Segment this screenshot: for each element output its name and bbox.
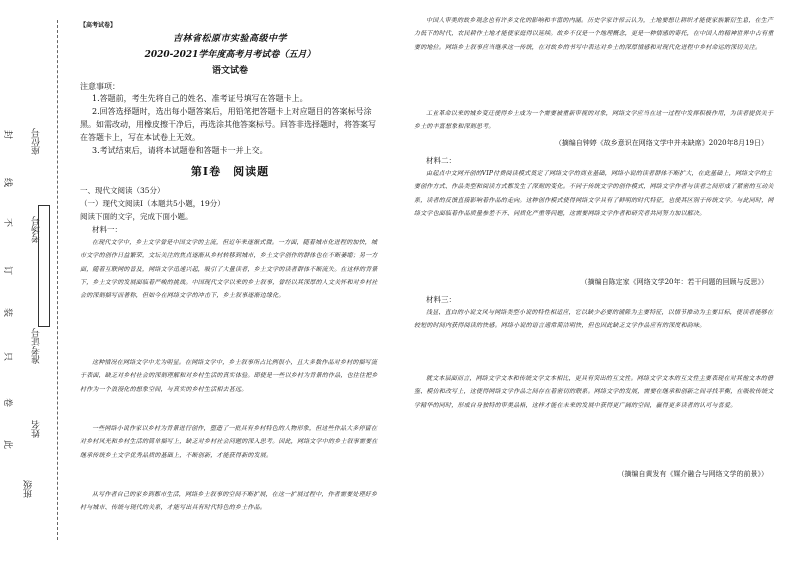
material-label: 材料一：: [92, 225, 122, 234]
right-column: [414, 14, 774, 485]
source-citation: （摘编自黄发有《媒介融合与网络文学的前景》）: [617, 470, 768, 478]
seal-char: 不: [2, 217, 13, 228]
binding-margin: [0, 0, 70, 562]
exam-room-label: 考场号: [32, 216, 42, 243]
body-paragraph: 在现代文学中，乡土文学曾是中国文学的主流，但近年来逐渐式微。一方面，随着城市化进程的加快，城市文学的创作日益繁荣，文坛关注的焦点逐渐从乡村转移到城市，乡土文学创作的群体也在不断萎缩；另一方面，随着互联网的普及，网络文学迅速兴起，吸引了大量读者，乡土文学的读者群体不断流失。在这样的背景下，乡土文学的发展面临着严峻的挑战。中国现代文学以来的乡土叙事，曾经以其深厚的人文关怀和对乡村社会的深刻描写而著称，但如今在网络文学的冲击下，乡土叙事逐渐边缘化。: [80, 239, 378, 300]
class-label: 班级: [24, 480, 34, 498]
instruction-item: 2.回答选择题时，选出每小题答案后，用铅笔把答题卡上对应题目的答案标号涂黑。如需改动，用橡皮擦干净后，再选涂其他答案标号。回答非选择题时，将答案写在答题卡上，写在本试卷上无效。: [80, 107, 376, 142]
left-column: [80, 20, 380, 528]
seal-char: 线: [2, 177, 13, 188]
instruction-item: 1.答题前，考生先将自己的姓名、准考证号填写在答题卡上。: [92, 94, 308, 103]
part-title: 第Ⅰ卷 阅读题: [190, 165, 270, 178]
body-paragraph: 一些网络小说作家以乡村为背景进行创作，塑造了一批具有乡村特色的人物形象，但这些作品大多停留在对乡村风光和乡村生活的简单描写上，缺乏对乡村社会问题的深入思考。因此，网络文学中的乡土叙事需要在继承传统乡土文学优秀品质的基础上，不断创新，才能获得新的发展。: [80, 425, 378, 459]
section-heading: 一、现代文阅读（35分）: [80, 186, 165, 195]
instructions-title: 注意事项：: [80, 82, 120, 91]
body-paragraph: 这种情况在网络文学中尤为明显。在网络文学中，乡土叙事所占比例很小，且大多数作品对乡村的描写流于表面，缺乏对乡村社会的深刻理解和对乡村生活的真实体验。即使是一些以乡村为背景的作品，也往往把乡村作为一个浪漫化的想象空间，与真实的乡村生活相去甚远。: [80, 359, 378, 393]
source-citation: （摘编自钟婷《故乡意识在网络文学中并未缺席》2020年8月19日）: [554, 139, 768, 147]
seal-char: 卷: [2, 397, 13, 408]
seal-char: 订: [2, 265, 13, 276]
subsection-heading: （一）现代文阅读Ⅰ（本题共5小题，19分）: [80, 199, 225, 208]
candidate-number-boxes[interactable]: [38, 205, 50, 327]
body-paragraph: 就文本层面而言，网络文学文本和传统文学文本相比，更具有突出的互文性。网络文学文本的互文性主要表现在对其他文本的借鉴、模仿和改写上，这使得网络文学作品之间存在着密切的联系。网络文学的发展，需要在继承和创新之间寻找平衡，在吸收传统文学精华的同时，形成自身独特的审美品格，这样才能在未来的发展中获得更广阔的空间，赢得更多读者的认可与喜爱。: [414, 375, 774, 409]
body-paragraph: 中国人审美的故乡观念也有许多文化的影响和丰富的内涵。历史学家许倬云认为，土地要想让耕织才能使家族繁衍生息，在生产力低下的时代，农民耕作土地才能使家庭得以延续。故乡不仅是一个地理概念，更是一种情感的寄托，在中国人的精神世界中占有重要的地位。网络乡土叙事应当继承这一传统，在对故乡的书写中表达对乡土的深厚情感和对现代化进程中乡村命运的深切关注。: [414, 17, 774, 51]
material-label: 材料二：: [426, 156, 456, 165]
body-paragraph: 由起点中文网开创的VIP付费阅读模式奠定了网络文学的商业基础，网络小说的读者群体不断扩大，在此基础上，网络文学的主要创作方式、作品类型和阅读方式都发生了深刻的变化。不同于传统文学的创作模式，网络文学作者与读者之间形成了紧密的互动关系，读者的反馈直接影响着作品的走向。这种创作模式使得网络文学具有了鲜明的时代特征，也使其区别于传统文学。与此同时，网络文学也面临着作品质量参差不齐、同质化严重等问题，这需要网络文学作者和研究者共同努力加以解决。: [414, 170, 774, 217]
body-paragraph: 从写作者自己的家乡到都市生活，网络乡土叙事的空间不断扩展，在这一扩展过程中，作者需要处理好乡村与城市、传统与现代的关系，才能写出具有时代特色的乡土作品。: [80, 491, 378, 512]
name-label: 姓名: [32, 420, 42, 438]
school-name: 吉林省松原市实验高级中学: [172, 34, 287, 44]
source-citation: （摘编自陈定家《网络文学20年：若干问题的回顾与反思》）: [580, 278, 768, 286]
instruction-item: 3.考试结束后，请将本试题卷和答题卡一并上交。: [92, 146, 268, 155]
reading-prompt: 阅读下面的文字，完成下面小题。: [80, 212, 193, 221]
seal-char: 只: [2, 351, 13, 362]
material-label: 材料三：: [426, 295, 456, 304]
seal-line: [57, 20, 58, 540]
subject-title: 语文试卷: [211, 66, 248, 76]
exam-tag: 【高考试卷】: [80, 22, 117, 29]
seal-char: 此: [2, 439, 13, 450]
body-paragraph: 工业革命以来的城乡变迁使得乡土成为一个需要被重新审视的对象，网络文学应当在这一过程中发挥积极作用，为读者提供关于乡土的丰富想象和深刻思考。: [414, 110, 774, 131]
exam-title: 2020-2021学年度高考月考试卷（五月）: [144, 50, 316, 60]
seal-char: 装: [2, 307, 13, 318]
seat-number-label: 座位号: [32, 128, 42, 155]
candidate-number-label: 准考证号: [32, 328, 42, 364]
body-paragraph: 浅显、直白的小说文风与网络类型小说的特性相适应，它以缺少必要的铺陈为主要特征，以情节推动为主要目标，使读者能够在较短的时间内获得阅读的快感。网络小说的语言通常简洁明快，但也因此缺乏文学作品应有的深度和韵味。: [414, 309, 774, 330]
seal-char: 封: [2, 129, 13, 140]
